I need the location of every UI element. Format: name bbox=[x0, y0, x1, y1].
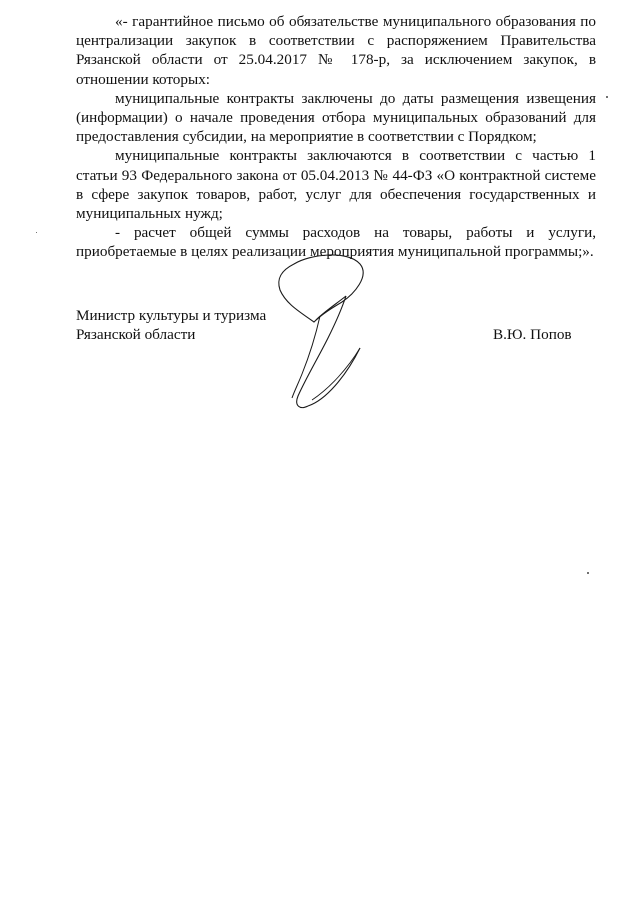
signatory-position-line-1: Министр культуры и туризма bbox=[76, 307, 267, 324]
paragraph-contracts-article-93: муниципальные контракты заключаются в соответствии с частью 1 статьи 93 Федерального закона от 05.04.2013 № 44-ФЗ «О контрактной системе в сфере закупок товаров, работ, услуг для обеспечения государственных и муниципальных нужд; bbox=[76, 147, 596, 223]
document-body bbox=[76, 12, 596, 262]
handwritten-signature bbox=[250, 250, 380, 425]
scan-speck bbox=[36, 232, 37, 233]
signatory-name: В.Ю. Попов bbox=[493, 326, 572, 343]
scan-speck bbox=[587, 572, 589, 574]
paragraph-contracts-concluded: муниципальные контракты заключены до даты размещения извещения (информации) о начале проведения отбора муниципальных образований для предоставления субсидии, на мероприятие в соответствии с Порядком; bbox=[76, 89, 596, 146]
paragraph-expense-calculation: - расчет общей суммы расходов на товары, работы и услуги, приобретаемые в целях реализации мероприятия муниципальной программы;». bbox=[76, 224, 596, 261]
scan-speck bbox=[606, 96, 608, 98]
paragraph-guarantee-letter: «- гарантийное письмо об обязательстве муниципального образования по централизации закупок в соответствии с распоряжением Правительства Рязанской области от 25.04.2017 № 178-р, за исключением закупок, в отношении которых: bbox=[76, 13, 596, 88]
signatory-position-line-2: Рязанской области bbox=[76, 326, 196, 344]
